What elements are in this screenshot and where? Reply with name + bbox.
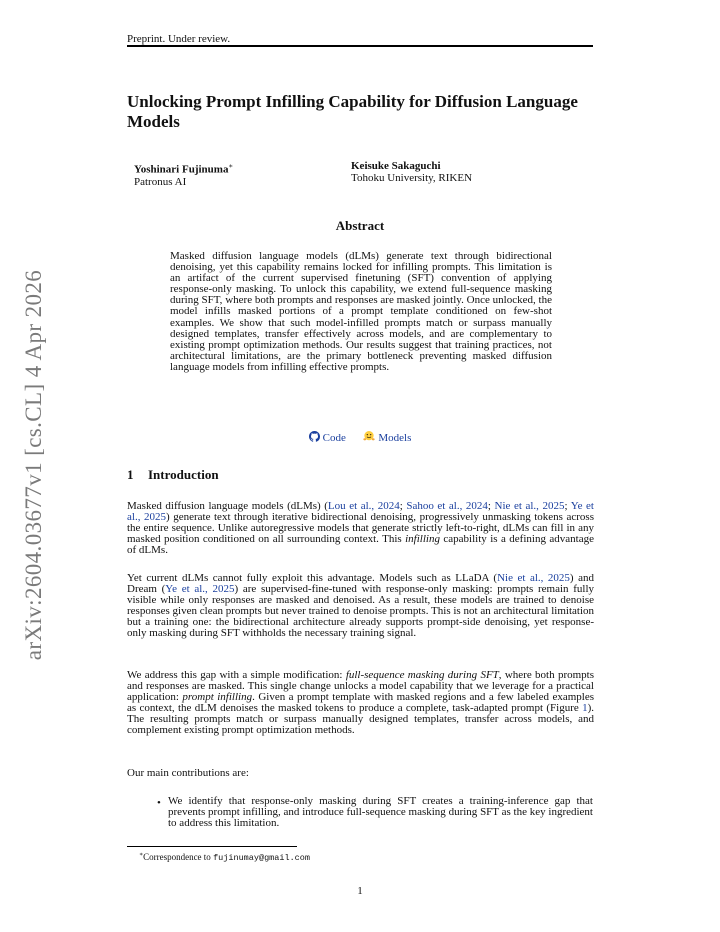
text-run: ) generate text through iterative bidirectional denoising, progressively unmasking tokens across the entire sequence. Unlike autoregressive models that generate strictly left-to-right, dLMs can fill in any masked position conditioned on all surrounding context. This (127, 511, 594, 546)
author-name: Yoshinari Fujinuma (134, 163, 229, 176)
citation-link[interactable]: Nie et al., 2025 (494, 500, 565, 512)
section-title: Introduction (148, 467, 219, 482)
text-run: ) and Dream ( (127, 572, 594, 596)
code-link-label: Code (322, 432, 346, 444)
text-run: ; (399, 500, 407, 512)
bullet-icon: • (157, 797, 161, 809)
resource-links (127, 430, 593, 444)
author-block-1 (134, 160, 233, 188)
emphasis: infilling (405, 533, 440, 546)
text-run: We address this gap with a simple modification: (127, 669, 346, 681)
text-run: , where both prompts and responses are masked. This single change unlocks a model capability that we leverage for a practical application: (127, 669, 594, 704)
author-affiliation: Patronus AI (134, 175, 187, 188)
intro-paragraph-4: Our main contributions are: (127, 767, 249, 779)
intro-paragraph-2 (127, 573, 594, 640)
footnote-mark: ∗ (228, 162, 234, 170)
intro-paragraph-1 (127, 501, 594, 556)
running-header: Preprint. Under review. (127, 33, 231, 45)
author-name: Keisuke Sakaguchi (351, 160, 441, 172)
abstract-heading: Abstract (335, 218, 385, 233)
author-affiliation: Tohoku University, RIKEN (351, 172, 473, 184)
models-link[interactable] (363, 432, 411, 444)
section-heading (127, 467, 219, 483)
text-run: capability is a defining advantage of dLMs. (127, 533, 594, 557)
citation-link[interactable]: Ye et al., 2025 (165, 583, 235, 596)
text-run: ). The resulting prompts match or surpass manually designed templates, transfer across models, and complement existing prompt optimization methods. (127, 702, 594, 737)
header-rule (127, 45, 593, 47)
figure-reference-link[interactable]: 1 (582, 702, 588, 715)
citation-link[interactable]: Lou et al., 2024 (327, 500, 400, 512)
citation-link[interactable]: Nie et al., 2025 (497, 572, 570, 584)
paper-title: Unlocking Prompt Infilling Capability for Diffusion Language Models (127, 92, 578, 131)
models-link-label: Models (378, 432, 412, 444)
page-number: 1 (357, 885, 363, 897)
emphasis: prompt infilling (182, 691, 253, 704)
text-run: ) are supervised-fine-tuned with response-only masking: prompts remain fully visible while only responses are masked and denoised. As a result, these models are trained to denoise responses given clean prompts but never trained to denoise prompts. This is not an architectural limitation but a training one: the bidirectional architecture already supports prompt-side denoising, yet response-only masking during SFT withholds the necessary training signal. (127, 583, 594, 640)
text-run: Masked diffusion language models (dLMs) ( (127, 500, 328, 512)
huggingface-icon (363, 430, 375, 442)
footnote-text: Correspondence to (143, 852, 214, 862)
author-block-2 (351, 160, 472, 184)
emphasis: full-sequence masking during SFT (345, 669, 499, 681)
footnote-email: fujinumay@gmail.com (213, 853, 310, 863)
text-run: ; (487, 500, 495, 512)
text-run: Yet current dLMs cannot fully exploit this advantage. Models such as LLaDA ( (127, 572, 498, 584)
text-run: . Given a prompt template with masked regions and a few labeled examples as context, the dLM denoises the masked tokens to produce a complete, task-adapted prompt (Figure (127, 691, 594, 715)
code-link[interactable] (309, 432, 349, 444)
section-number: 1 (127, 467, 134, 482)
intro-paragraph-3 (127, 670, 594, 737)
text-run: ; (564, 500, 571, 512)
arxiv-identifier-stamp: arXiv:2604.03677v1 [cs.CL] 4 Apr 2026 (21, 269, 46, 661)
citation-link[interactable]: Sahoo et al., 2024 (406, 500, 488, 512)
abstract-text: Masked diffusion language models (dLMs) generate text through bidirectional denoising, yet this capability remains locked for infilling prompts. This limitation is an artifact of the current supervised finetuning (SFT) convention of applying response-only masking. To unlock this capability, we extend full-sequence masking during SFT, where both prompts and responses are masked jointly. Once unlocked, the model infills masked portions of a prompt template conditioned on few-shot examples. We show that such model-infilled prompts match or surpass manually designed templates, transfer effectively across models, and are complementary to existing prompt optimization methods. Our results suggest that training practices, not architectural limitations, are the primary bottleneck preventing masked diffusion language models from infilling effective prompts. (170, 250, 552, 373)
footnote (139, 851, 310, 863)
citation-link[interactable]: Ye et al., 2025 (127, 500, 594, 524)
github-icon (309, 431, 320, 442)
footnote-mark: ∗ (139, 852, 144, 858)
footnote-rule (127, 846, 297, 847)
contribution-bullet-text: We identify that response-only masking during SFT creates a training-inference gap that prevents prompt infilling, and introduce full-sequence masking during SFT as the key ingredient to address this limitation. (168, 795, 593, 830)
